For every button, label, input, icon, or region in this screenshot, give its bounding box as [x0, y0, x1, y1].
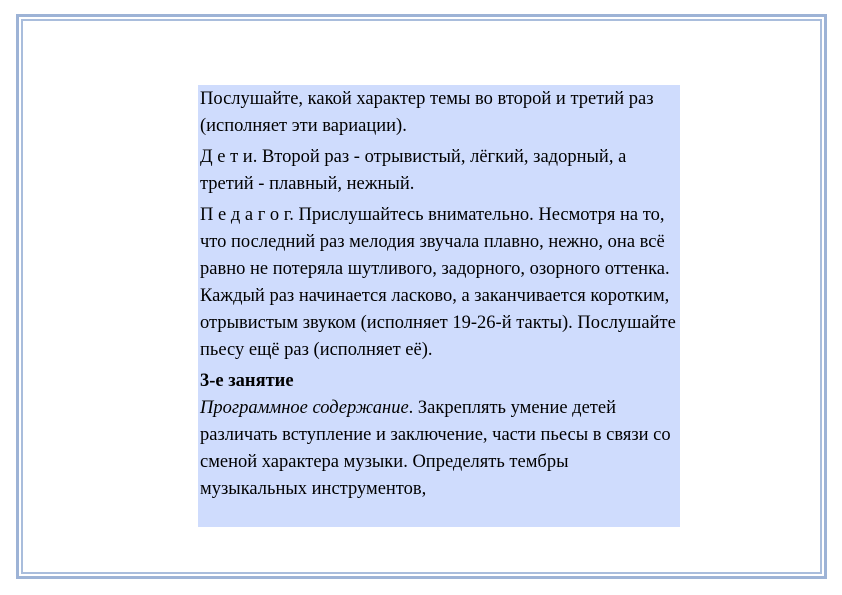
paragraph-children-answer: Д е т и. Второй раз - отрывистый, лёгкий, задорный, а третий - плавный, нежный.	[200, 147, 627, 194]
paragraph-teacher: П е д а г о г. Прислушайтесь внимательно. Несмотря на то, что последний раз мелодия звучала плавно, нежно, она всё равно не потеряла шутливого, задорного, озорного оттенка. Каждый раз начинается ласково, а заканчивается коротким, отрывистым звуком (исполняет 19-26-й такты). Послушайте пьесу ещё раз (исполняет её).	[200, 205, 676, 360]
paragraph-question: Послушайте, какой характер темы во второй и третий раз (исполняет эти вариации).	[200, 89, 654, 136]
program-label: Программное содержание	[200, 398, 409, 418]
paragraph-program	[200, 395, 680, 503]
program-text: . Закреплять умение детей различать вступление и заключение, части пьесы в связи со сменой характера музыки. Определять тембры музыкальных инструментов,	[200, 398, 671, 499]
lesson-heading: 3-е занятие	[200, 371, 294, 391]
slide-text-block	[200, 86, 680, 503]
